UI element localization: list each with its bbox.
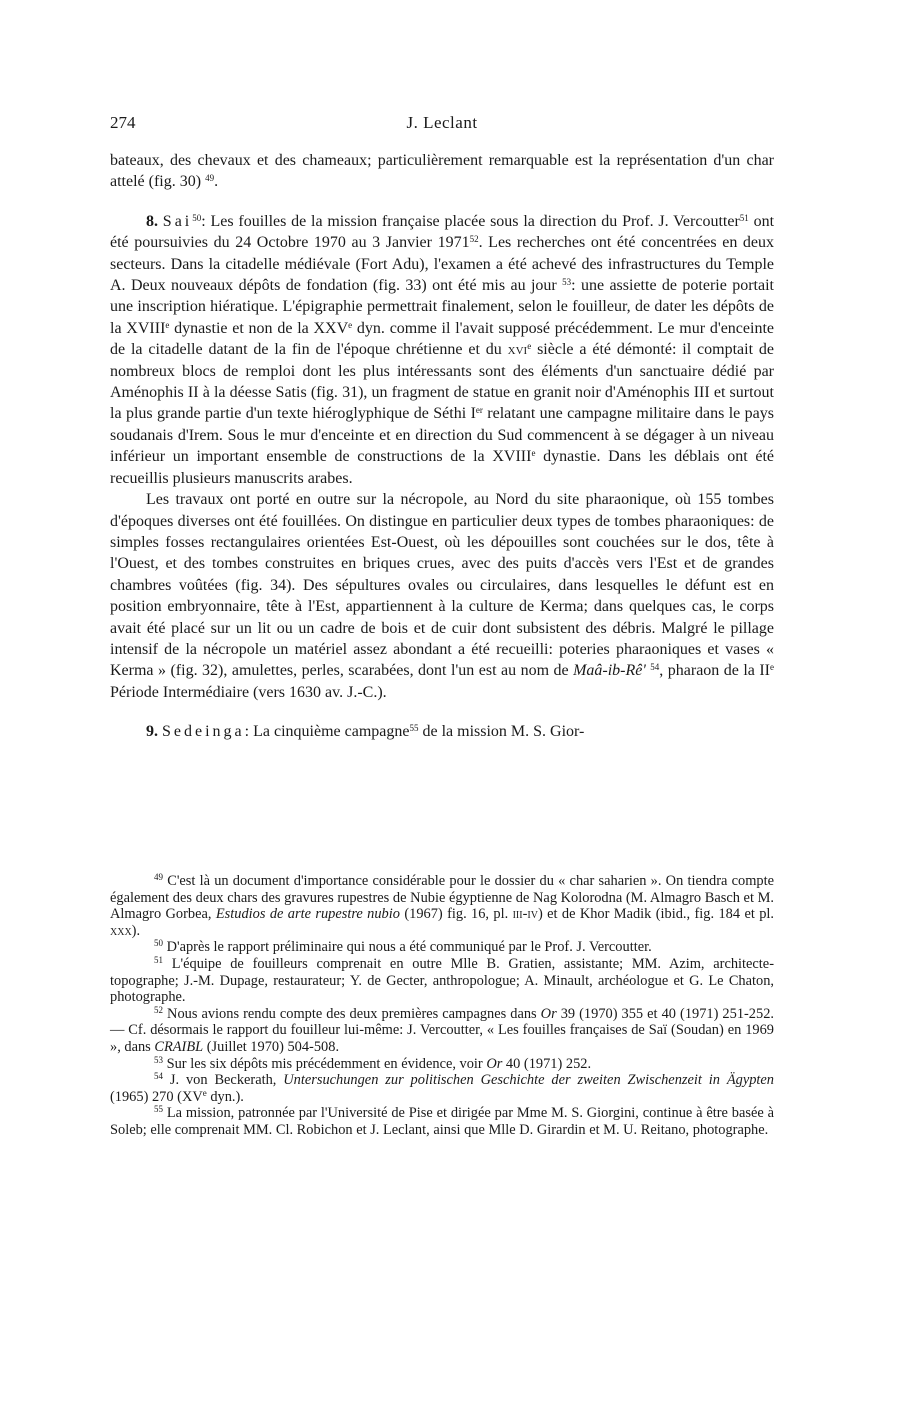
footnote-number: 51 — [154, 954, 163, 965]
site-name: Sedeinga — [162, 723, 245, 741]
footnote-number: 50 — [154, 938, 163, 949]
footnote-number: 55 — [154, 1104, 163, 1115]
footnote-number: 54 — [154, 1071, 163, 1082]
page-header — [110, 113, 774, 139]
footnote-53: $^{53}$ Sur les six dépôts mis précédemment en évidence, voir Or 40 (1971) 252. — [154, 1054, 592, 1072]
footnote-50: $^{50}$ D'après le rapport préliminaire qui nous a été communiqué par le Prof. J. Vercoutter. — [154, 938, 652, 956]
footnote-ref[interactable]: 50 — [192, 212, 202, 223]
footnote-ref[interactable]: 54 — [650, 662, 660, 673]
section-8-paragraph-necropolis: Les travaux ont porté en outre sur la nécropole, au Nord du site pharaonique, où 155 tombes d'époques diverses ont été fouillées. On distingue en particulier deux types de tombes pharaoniques: de simples fosses rectangulaires orientées Est-Ouest, où les dépouilles sont couchées sur le dos, tête à l'Ouest, et des tombes construites en briques crues, avec des puits d'accès vers l'Est et de grandes chambres voûtées (fig. 34). Des sépultures ovales ou circulaires, dans lesquelles le défunt est en position embryonnaire, tête à l'Est, appartiennent à la culture de Kerma; dans quelques cas, le corps avait été placé sur un lit ou un cadre de bois et de cuir dont subsistent des débris. Malgré le pillage intensif de la nécropole un matériel assez abondant a été recueilli: poteries pharaoniques et vases « Kerma » (fig. 32), amulettes, perles, scarabées, dont l'un est au nom de Maâ-ib-Rê' $^{54}$, pharaon de la IIe Période Intermédiaire (vers 1630 av. J.-C.). — [110, 491, 775, 701]
section-number: 9. — [146, 723, 158, 741]
footnote-55: $^{55}$ La mission, patronnée par l'Université de Pise et dirigée par Mme M. S. Giorgini, continue à être basée à Soleb; elle comprenait MM. Cl. Robichon et J. Leclant, ainsi que Mlle D. Girardin et M. U. Reitano, photographe. — [110, 1104, 774, 1138]
section-9-paragraph: 9. Sedeinga: La cinquième campagne$^{55}$ de la mission M. S. Gior- — [146, 723, 585, 741]
footnote-52: $^{52}$ Nous avions rendu compte des deux premières campagnes dans Or 39 (1970) 355 et 40 (1971) 251-252. — Cf. désormais le rapport du fouilleur lui-même: J. Vercoutter, « Les fouilles françaises de Saï (Soudan) en 1969 », dans CRAIBL (Juillet 1970) 504-508. — [110, 1004, 774, 1055]
footnote-51: $^{51}$ L'équipe de fouilleurs comprenait en outre Mlle B. Gratien, assistante; MM. Azim, architecte-topographe; J.-M. Dupage, restaurateur; Y. de Gecter, anthropologue; A. Minault, archéologue et G. Le Chaton, photographe. — [110, 954, 774, 1006]
footnote-ref[interactable]: 52 — [469, 234, 479, 245]
main-text — [110, 150, 774, 743]
site-name: Sai — [162, 212, 193, 230]
paragraph-carryover: bateaux, des chevaux et des chameaux; particulièrement remarquable est la représentation d'un char attelé (fig. 30) $^{49}$. — [110, 152, 774, 191]
section-8-paragraph: 8. Sai$^{50}$: Les fouilles de la mission française placée sous la direction du Prof. J. Vercoutter$^{51}$ ont été poursuivies du 24 Octobre 1970 au 3 Janvier 1971$^{52}$. Les recherches ont été concentrées en deux secteurs. Dans la citadelle médiévale (Fort Adu), l'examen a été achevé des infrastructures du Temple A. Deux nouveaux dépôts de fondation (fig. 33) ont été mis au jour $^{53}$: une assiette de poterie portait une inscription hiératique. L'épigraphie permettrait finalement, selon le fouilleur, de dater les dépôts de la XVIIIe dynastie et non de la XXVe dyn. comme il l'avait supposé précédemment. Le mur d'enceinte de la citadelle datant de la fin de l'époque chrétienne et du xvi$^e$ siècle a été démonté: il comptait de nombreux blocs de remploi dont les plus intéressants sont des éléments d'un sanctuaire dédié par Aménophis II à la déesse Satis (fig. 31), un fragment de statue en granit noir d'Aménophis III et surtout la plus grande partie d'un texte hiéroglyphique de Séthi Ier relatant une campagne militaire dans le pays soudanais d'Irem. Sous le mur d'enceinte et en direction du Sud commencent à se dégager à un niveau inférieur un important ensemble de constructions de la XVIIIe dynastie. Dans les déblais ont été recueillis plusieurs manuscrits arabes. — [110, 212, 775, 487]
running-head: J. Leclant — [406, 113, 478, 132]
footnote-ref[interactable]: 53 — [562, 277, 572, 288]
footnote-49: $^{49}$ C'est là un document d'importance considérable pour le dossier du « char saharien ». On tiendra compte également des deux chars des gravures rupestres de Nubie égyptienne de Nag Kolorodna (M. Almagro Basch et M. Almagro Gorbea, Estudios de arte rupestre nubio (1967) fig. 16, pl. iii-iv) et de Khor Madik (ibid., fig. 184 et pl. xxx). — [110, 872, 774, 939]
footnote-number: 49 — [154, 872, 163, 882]
footnote-number: 53 — [154, 1054, 163, 1065]
footnotes — [110, 873, 774, 1139]
footnote-ref[interactable]: 51 — [739, 212, 749, 223]
footnote-ref[interactable]: 55 — [409, 723, 419, 734]
royal-name: Maâ-ib-Rê' — [573, 662, 646, 680]
footnote-54: $^{54}$ J. von Beckerath, Untersuchungen zur politischen Geschichte der zweiten Zwischenzeit in Ägypten (1965) 270 (XVe dyn.). — [110, 1071, 774, 1105]
section-number: 8. — [146, 212, 158, 230]
footnote-ref[interactable]: 49 — [205, 173, 215, 184]
page-number: 274 — [110, 113, 136, 132]
footnote-number: 52 — [154, 1004, 163, 1015]
